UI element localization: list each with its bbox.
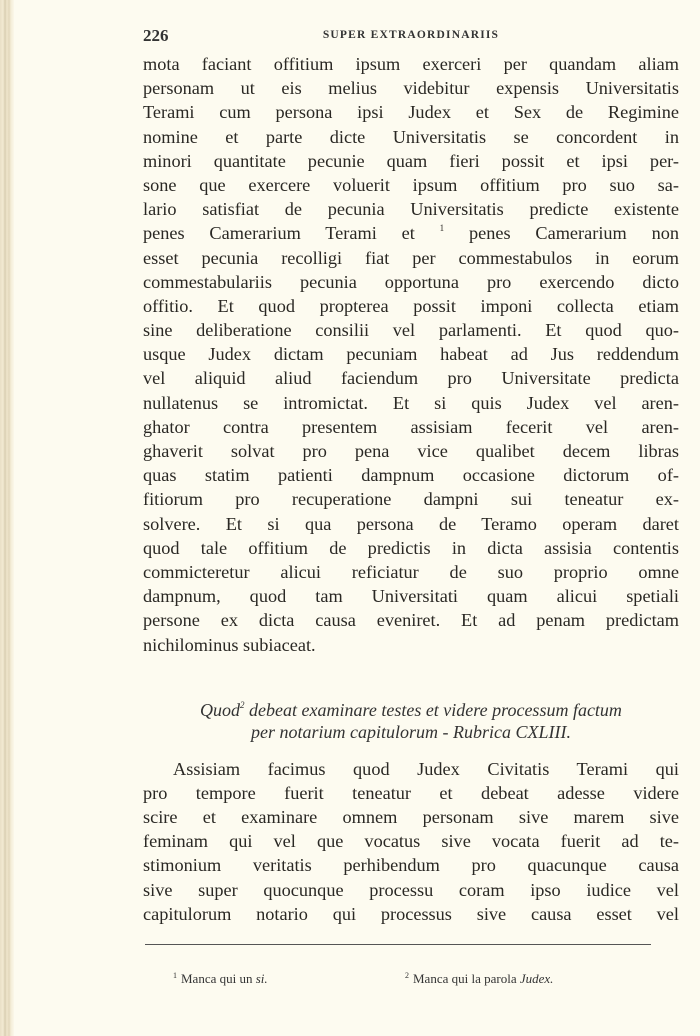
text-line: nomine et parte dicte Universitatis se concordent in (143, 126, 679, 147)
text-line: quod tale offitium de predictis in dicta assisia contentis (143, 537, 679, 558)
section-1-text (143, 52, 679, 657)
page-number: 226 (143, 26, 169, 45)
text-line: nichilominus subiaceat. (143, 634, 316, 655)
text-line: ghaverit solvat pro pena vice qualibet decem libras (143, 441, 679, 461)
text-line: esset pecunia recolligi fiat per commestabulos in eorum (143, 247, 679, 268)
text-line: Assisiam facimus quod Judex Civitatis Terami qui (173, 758, 679, 779)
rubric-line-1 (143, 699, 679, 721)
text-line: commestabulariis pecunia opportuna pro exercendo dicto (143, 271, 679, 292)
footnote-divider (145, 944, 651, 945)
text-line: minori quantitate pecunie quam fieri possit et ipsi per- (143, 150, 679, 171)
text-line: offitio. Et quod propterea possit imponi collecta etiam (143, 295, 679, 316)
footnote-text: Manca qui un (181, 971, 253, 986)
text-line: solvere. Et si qua persona de Teramo operam daret (143, 513, 679, 534)
rubric-heading (143, 699, 679, 743)
text-line: feminam qui vel que vocatus sive vocata fuerit ad te- (143, 831, 679, 852)
text-line: nullatenus se intromictat. Et si quis Judex vel aren- (143, 392, 679, 413)
footnotes (143, 971, 679, 991)
text-line: fitiorum pro recuperatione dampni sui teneatur ex- (143, 489, 679, 510)
text-line: sine deliberatione consilii vel parlamenti. Et quod quo- (143, 320, 679, 341)
footnote-reference-2[interactable]: 2 (240, 699, 245, 710)
running-head (143, 26, 679, 48)
footnote-text: Manca qui la parola (413, 971, 517, 986)
footnote-italic: Judex. (519, 971, 554, 986)
text-line-with-footnote (143, 221, 679, 245)
text-line: dampnum, quod tam Universitati quam alicui spetiali (143, 586, 679, 607)
text-line: pro tempore fuerit teneatur et debeat adesse videre (143, 782, 679, 803)
text-line: sone que exercere voluerit ipsum offitium pro suo sa- (143, 174, 679, 195)
rubric-line-2: per notarium capitulorum - Rubrica CXLIII. (251, 721, 571, 742)
text-line: lario satisfiat de pecunia Universitatis predicte existente (143, 199, 679, 220)
footnote-2 (405, 971, 553, 987)
text-line: sive super quocunque processu coram ipso iudice vel (143, 879, 679, 900)
text-line: persone ex dicta causa eveniret. Et ad penam predictam (143, 610, 679, 631)
text-fragment: penes Camerarium Terami et (143, 223, 415, 244)
running-title: SUPER EXTRAORDINARIIS (322, 29, 500, 41)
text-line: commicteretur alicui reficiatur de suo proprio omne (143, 561, 679, 582)
section-2-text (143, 757, 679, 926)
footnote-reference-1[interactable]: 1 (439, 223, 445, 234)
text-line: mota faciant offitium ipsum exerceri per quandam aliam (143, 54, 679, 74)
text-line: capitulorum notario qui processus sive causa esset vel (143, 903, 679, 924)
footnote-mark: 2 (405, 971, 409, 980)
text-line: usque Judex dictam pecuniam habeat ad Jus reddendum (143, 344, 679, 365)
book-page (143, 26, 679, 991)
footnote-mark: 1 (173, 971, 177, 980)
text-line: stimonium veritatis perhibendum pro quacunque causa (143, 855, 679, 876)
footnote-1 (173, 971, 268, 987)
text-line: personam ut eis melius videbitur expensis Universitatis (143, 78, 679, 99)
footnote-italic: si. (255, 971, 268, 986)
text-line: vel aliquid aliud faciendum pro Universitate predicta (143, 368, 679, 389)
rubric-fragment: debeat examinare testes et videre processum factum (249, 699, 622, 720)
text-line: scire et examinare omnem personam sive marem sive (143, 807, 679, 828)
rubric-fragment: Quod (200, 699, 241, 720)
text-line: Terami cum persona ipsi Judex et Sex de Regimine (143, 102, 679, 123)
text-line: quas statim patienti dampnum occasione dictorum of- (143, 465, 679, 486)
text-line: ghator contra presentem assisiam fecerit vel aren- (143, 416, 679, 437)
text-fragment: penes Camerarium non (468, 223, 680, 244)
book-spine-edge (0, 0, 14, 1036)
